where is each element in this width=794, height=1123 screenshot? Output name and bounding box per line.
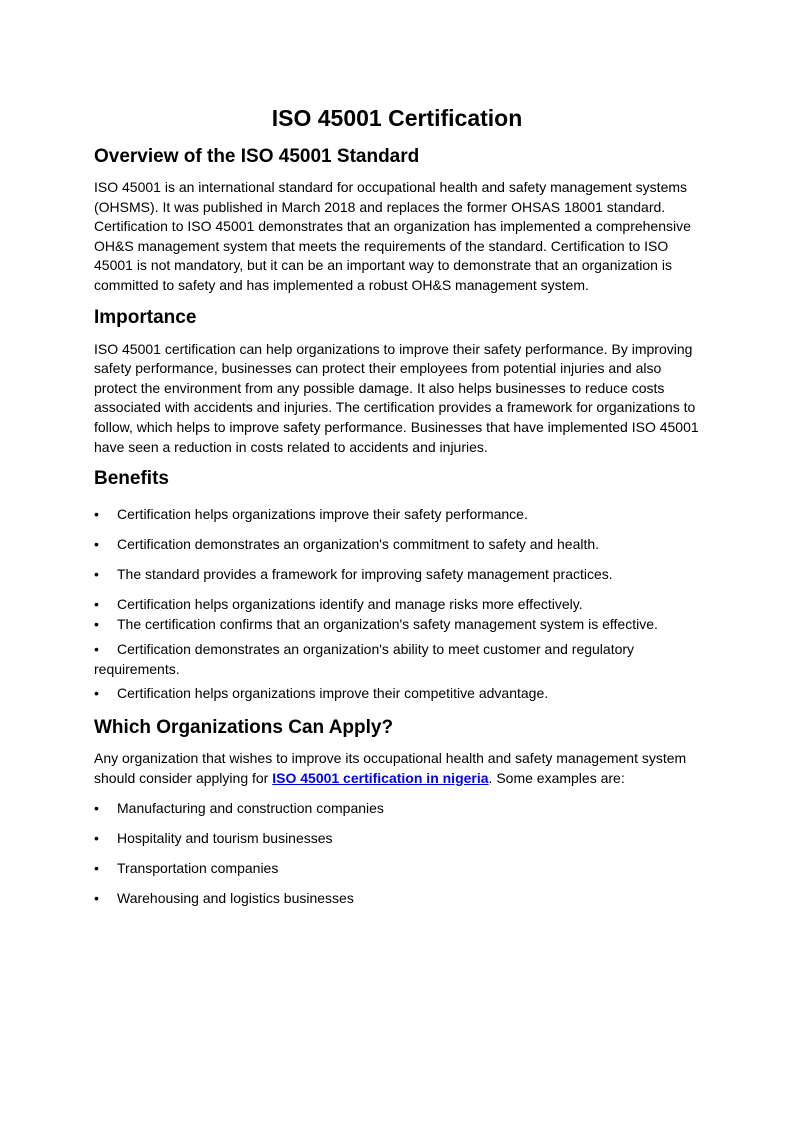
benefits-heading: Benefits (94, 468, 169, 490)
list-item (94, 859, 700, 879)
list-item (94, 615, 700, 635)
list-item (94, 505, 700, 525)
list-item-text: Certification helps organizations identify and manage risks more effectively. (117, 596, 583, 613)
list-item-text: Certification helps organizations improve their safety performance. (117, 506, 528, 523)
list-item-text: The certification confirms that an organization's safety management system is effective. (117, 615, 658, 632)
overview-paragraph: ISO 45001 is an international standard for occupational health and safety management systems (OHSMS). It was published in March 2018 and replaces the former OHSAS 18001 standard. Certification to ISO 45001 demonstrates that an organization has implemented a comprehensive OH&S management system that meets the requirements of the standard. Certification to ISO 45001 is not mandatory, but it can be an important way to demonstrate that an organization is committed to safety and has implemented a robust OH&S management system. (94, 179, 691, 293)
list-item-text: Transportation companies (117, 859, 279, 876)
bullet-icon: • (94, 889, 99, 906)
apply-paragraph (94, 749, 700, 788)
benefits-list (94, 505, 700, 704)
bullet-icon: • (94, 596, 99, 613)
apply-text-before: Any organization that wishes to improve its occupational health and safety management system should consider applying for (94, 750, 687, 786)
bullet-icon: • (94, 566, 99, 583)
list-item-text: The standard provides a framework for improving safety management practices. (117, 566, 613, 583)
list-item (94, 640, 700, 679)
list-item (94, 799, 700, 819)
list-item (94, 829, 700, 849)
importance-heading: Importance (94, 306, 197, 328)
list-item-text: Certification helps organizations improve their competitive advantage. (117, 685, 549, 702)
list-item-text: Warehousing and logistics businesses (117, 889, 354, 906)
list-item (94, 535, 700, 555)
apply-text-after: . Some examples are: (488, 769, 625, 786)
list-item-text: Certification demonstrates an organization's ability to meet customer and regulatory requirements. (94, 641, 635, 677)
bullet-icon: • (94, 506, 99, 523)
importance-paragraph: ISO 45001 certification can help organizations to improve their safety performance. By improving safety performance, businesses can protect their employees from potential injuries and also protect the environment from any possible damage. It also helps businesses to reduce costs associated with accidents and injuries. The certification provides a framework for organizations to follow, which helps to improve safety performance. Businesses that have implemented ISO 45001 have seen a reduction in costs related to accidents and injuries. (94, 340, 699, 455)
list-item (94, 889, 700, 909)
overview-heading: Overview of the ISO 45001 Standard (94, 146, 420, 167)
organizations-list (94, 799, 700, 909)
bullet-icon: • (94, 799, 99, 816)
list-item-text: Certification demonstrates an organization's commitment to safety and health. (117, 536, 600, 553)
list-item (94, 595, 700, 615)
list-item (94, 684, 700, 704)
bullet-icon: • (94, 536, 99, 553)
page-title: ISO 45001 Certification (271, 105, 523, 131)
list-item (94, 565, 700, 585)
bullet-icon: • (94, 859, 99, 876)
list-item-text: Hospitality and tourism businesses (117, 829, 333, 846)
apply-heading: Which Organizations Can Apply? (94, 717, 394, 739)
bullet-icon: • (94, 685, 99, 702)
bullet-icon: • (94, 615, 99, 632)
bullet-icon: • (94, 641, 99, 658)
iso-certification-nigeria-link[interactable]: ISO 45001 certification in nigeria (272, 769, 489, 786)
list-item-text: Manufacturing and construction companies (117, 799, 384, 816)
bullet-icon: • (94, 829, 99, 846)
